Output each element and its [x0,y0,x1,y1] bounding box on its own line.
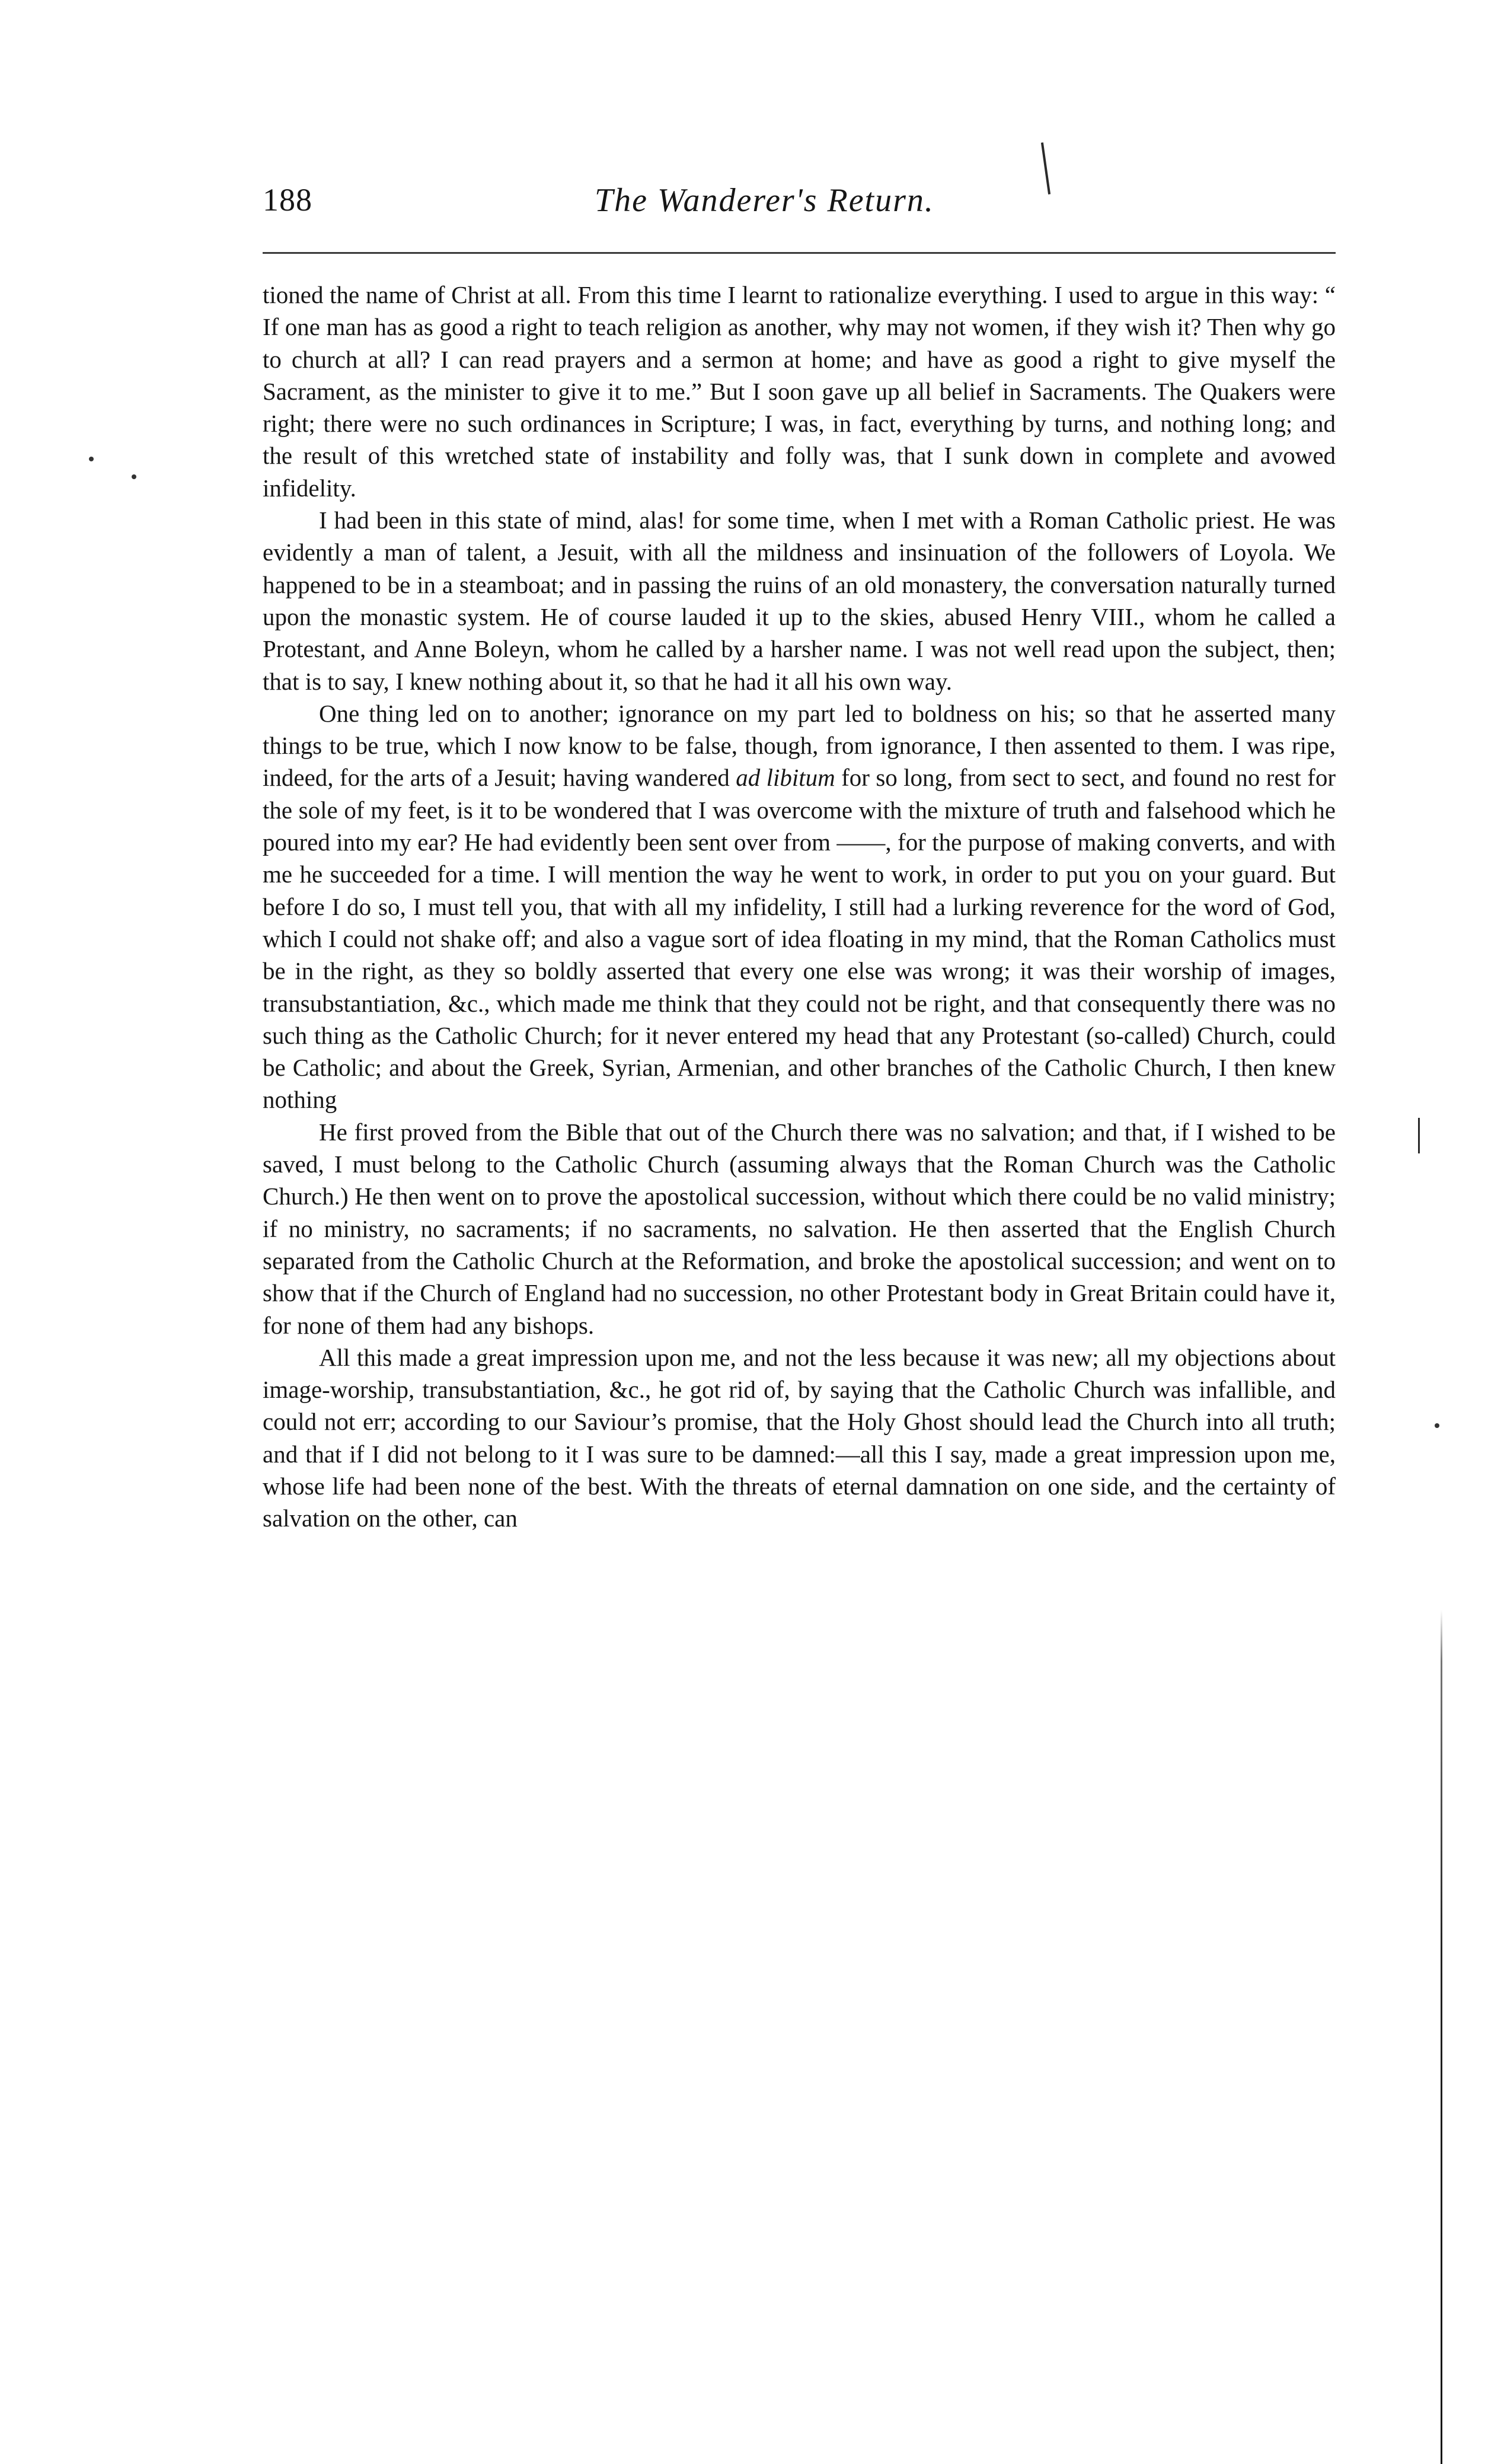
text-run: All this made a great impression upon me, and not the less because it was new; all my objections about image-worship, transubstantiation, &c., he got rid of, by saying that the Catholic Church was infallible, and could not err; according to our Saviour’s promise, that the Holy Ghost should lead the Church into all truth; and that if I did not belong to it I was sure to be damned:—all this I say, made a great impression upon me, whose life had been none of the best. With the threats of eternal damnation on one side, and the certainty of salvation on the other, can [263,1343,1336,1532]
text-run: I had been in this state of mind, alas! for some time, when I met with a Roman Catholic priest. He was evidently a man of talent, a Jesuit, with all the mildness and insinuation of the followers of Loyola. We happened to be in a steamboat; and in passing the ruins of an old monastery, the conversation naturally turned upon the monastic system. He of course lauded it up to the skies, abused Henry VIII., whom he called a Protestant, and Anne Boleyn, whom he called by a harsher name. I was not well read upon the subject, then; that is to say, I knew nothing about it, so that he had it all his own way. [263,506,1336,695]
paragraph [263,1116,1336,1341]
margin-speck [89,457,94,461]
paragraph [263,504,1336,697]
margin-speck [1435,1423,1439,1428]
page-number: 188 [263,182,312,218]
header-rule [263,252,1336,254]
text-run: tioned the name of Christ at all. From this time I learnt to rationalize everything. I used to argue in this way: “ If one man has as good a right to teach religion as another, why may not women, if they wish it? Then why go to church at all? I can read prayers and a sermon at home; and have as good a right to give myself the Sacrament, as the minister to give it to me.” But I soon gave up all belief in Sacraments. The Quakers were right; there were no such ordinances in Scripture; I was, in fact, everything by turns, and nothing long; and the result of this wretched state of instability and folly was, that I sunk down in complete and avowed infidelity. [263,281,1336,502]
paragraph [263,697,1336,1116]
margin-mark [1418,1118,1420,1153]
margin-line [1441,1610,1442,2464]
paragraph [263,279,1336,504]
page-header [263,178,1336,231]
text-run: One thing led on to another; ignorance on my part led to boldness on his; so that he asserted many things to be true, which I now know to be false, though, from ignorance, I then assented to them. I was ripe, indeed, for the arts of a Jesuit; having wandered [263,699,1336,792]
paragraph [263,1341,1336,1535]
margin-speck [132,474,136,479]
italic-phrase: ad libitum [736,764,835,792]
running-title: The Wanderer's Return. [595,182,934,219]
text-run: for so long, from sect to sect, and found no rest for the sole of my feet, is it to be wondered that I was overcome with the mixture of truth and falsehood which he poured into my ear? He had evidently been sent over from ——, for the purpose of making converts, and with me he succeeded for a time. I will mention the way he went to work, in order to put you on your guard. But before I do so, I must tell you, that with all my infidelity, I still had a lurking reverence for the word of God, which I could not shake off; and also a vague sort of idea floating in my mind, that the Roman Catholics must be in the right, as they so boldly asserted that every one else was wrong; it was their worship of images, transubstantiation, &c., which made me think that they could not be right, and that consequently there was no such thing as the Catholic Church; for it never entered my head that any Protestant (so-called) Church, could be Catholic; and about the Greek, Syrian, Armenian, and other branches of the Catholic Church, I then knew nothing [263,764,1336,1114]
text-run: He first proved from the Bible that out of the Church there was no salvation; and that, if I wished to be saved, I must belong to the Catholic Church (assuming always that the Roman Church was the Catholic Church.) He then went on to prove the apostolical succession, without which there could be no valid ministry; if no ministry, no sacraments; if no sacraments, no salvation. He then asserted that the English Church separated from the Catholic Church at the Reformation, and broke the apostolical succession; and went on to show that if the Church of England had no succession, no other Protestant body in Great Britain could have it, for none of them had any bishops. [263,1118,1336,1339]
body-text [263,279,1336,1535]
